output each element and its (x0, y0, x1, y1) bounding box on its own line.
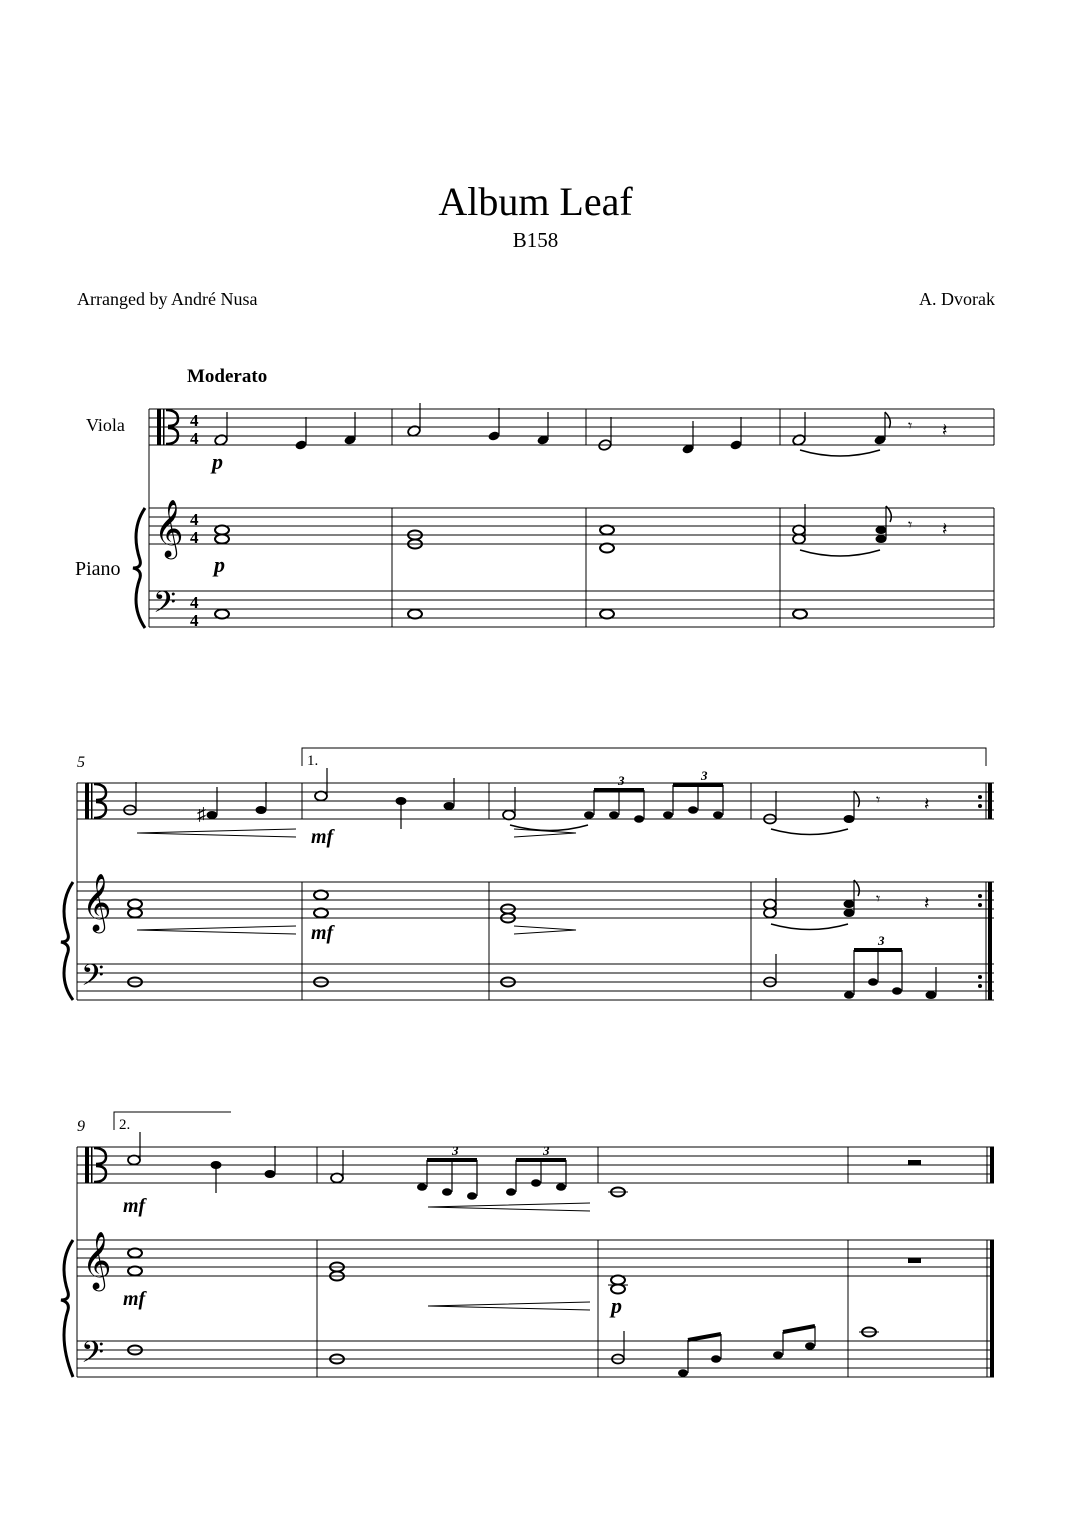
sharp-icon: ♯ (197, 804, 206, 824)
viola-notes-m8 (764, 791, 930, 835)
time-sig-top: 4 (190, 510, 199, 529)
dynamic-p: p (611, 1293, 622, 1318)
piano-brace (61, 1240, 73, 1377)
quarter-rest: 𝄽 (924, 794, 930, 814)
bass-staff (77, 964, 994, 1000)
volta-2 (114, 1112, 231, 1133)
viola-notes-m6 (311, 768, 455, 848)
time-sig-top: 4 (190, 593, 199, 612)
tuplet-number: 3 (452, 1143, 459, 1158)
composer-credit: A. Dvorak (919, 289, 995, 309)
piece-subtitle: B158 (512, 228, 559, 252)
bass-clef: 𝄢 (81, 959, 105, 999)
time-sig-top: 4 (190, 411, 199, 430)
treble-clef: 𝄞 (82, 1232, 112, 1288)
eighth-rest: 𝄾 (908, 418, 913, 435)
piano-brace (133, 508, 145, 628)
time-sig-bottom: 4 (190, 611, 199, 630)
bass-notes-m8 (764, 933, 937, 999)
system-3 (61, 1112, 994, 1377)
crescendo-hairpin (428, 1302, 590, 1310)
viola-barlines (149, 409, 994, 627)
time-sig-bottom: 4 (190, 528, 199, 547)
dynamic-mf: mf (123, 1288, 146, 1310)
bass-staff (77, 1341, 994, 1377)
volta-label: 2. (119, 1117, 131, 1133)
bass-staff (149, 591, 994, 627)
tuplet-number: 3 (878, 933, 885, 948)
treble-chord-m8 (764, 878, 930, 930)
quarter-rest: 𝄽 (942, 519, 948, 539)
bass-notes-s1 (215, 610, 807, 619)
viola-notes-m4 (792, 412, 948, 456)
crescendo-hairpin (137, 926, 296, 934)
eighth-rest: 𝄾 (908, 517, 913, 534)
bass-notes-m11 (612, 1326, 815, 1377)
whole-rest (908, 1258, 921, 1263)
eighth-rest: 𝄾 (876, 891, 881, 908)
treble-chord-m4 (793, 504, 948, 556)
quarter-rest: 𝄽 (924, 893, 930, 913)
time-sig-bottom: 4 (190, 429, 199, 448)
treble-clef: 𝄞 (154, 500, 184, 556)
measure-number: 9 (77, 1118, 85, 1135)
dynamic-mf: mf (311, 922, 334, 944)
bass-clef: 𝄢 (81, 1336, 105, 1376)
viola-staff (149, 409, 994, 445)
treble-chords-s3 (128, 1249, 628, 1294)
volta-label: 1. (307, 753, 319, 769)
tuplet-number: 3 (701, 768, 708, 783)
treble-clef: 𝄞 (82, 874, 112, 930)
viola-notes-m10 (331, 1143, 590, 1211)
viola-notes-m7 (503, 768, 723, 837)
bass-notes-s3 (128, 1328, 879, 1364)
crescendo-hairpin (428, 1203, 590, 1211)
volta-1 (302, 748, 986, 769)
tuplet-number: 3 (543, 1143, 550, 1158)
arranger-credit: Arranged by André Nusa (77, 289, 258, 309)
tuplet-number: 3 (618, 773, 625, 788)
piece-title: Album Leaf (438, 179, 633, 224)
repeat-dots (978, 894, 982, 988)
tempo-marking: Moderato (187, 366, 268, 387)
system-1 (75, 366, 994, 630)
crescendo-hairpin (137, 829, 296, 837)
system-2 (61, 748, 994, 1000)
bass-clef: 𝄢 (153, 586, 177, 626)
dynamic-mf: mf (311, 826, 334, 848)
quarter-rest: 𝄽 (942, 420, 948, 440)
decrescendo-hairpin (514, 926, 576, 934)
instrument-label-piano: Piano (75, 558, 121, 580)
dynamic-p: p (212, 449, 223, 474)
treble-chords-s1 (215, 526, 614, 553)
viola-notes-m11 (608, 1188, 628, 1197)
measure-number: 5 (77, 754, 85, 771)
dynamic-mf: mf (123, 1195, 146, 1217)
whole-rest (908, 1160, 921, 1165)
eighth-rest: 𝄾 (876, 792, 881, 809)
dynamic-p: p (214, 552, 225, 577)
piano-brace (61, 882, 73, 1000)
instrument-label-viola: Viola (86, 415, 125, 435)
